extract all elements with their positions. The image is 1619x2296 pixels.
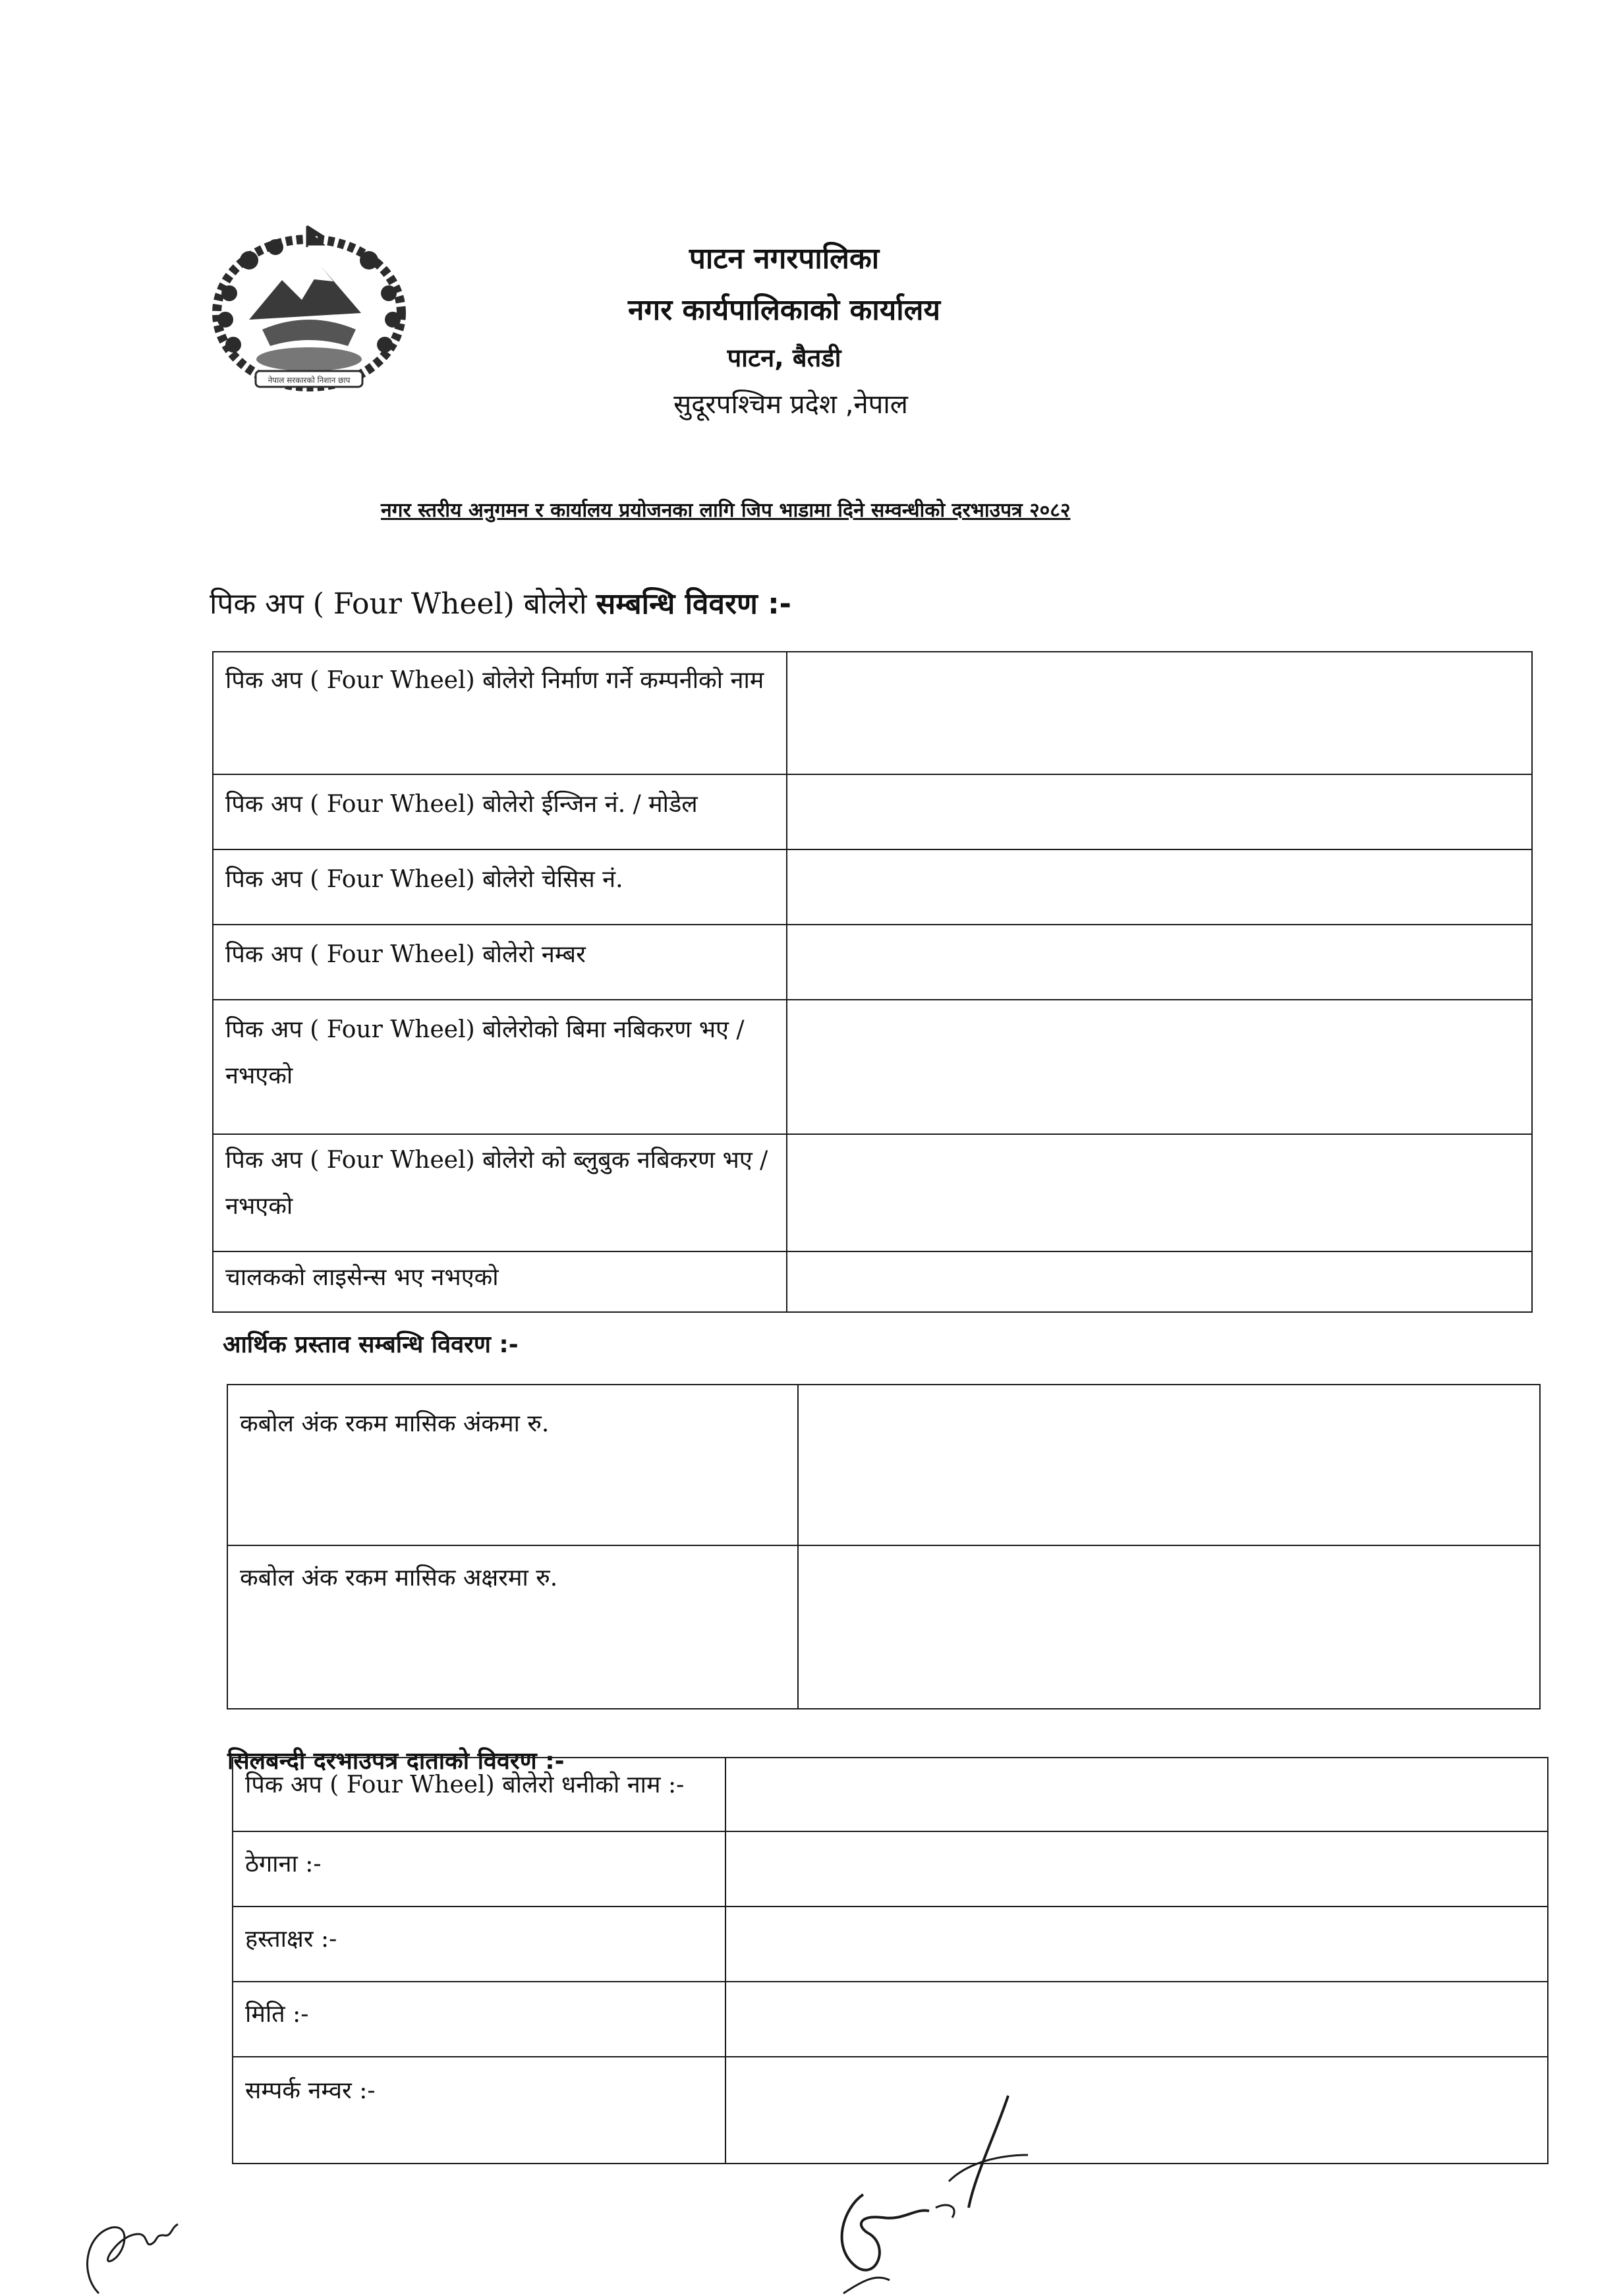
vehicle-section-title	[210, 583, 791, 622]
value-field[interactable]	[787, 999, 1533, 1134]
value-field[interactable]	[787, 1134, 1533, 1251]
value-field[interactable]	[799, 1384, 1541, 1545]
table-row	[212, 924, 1533, 999]
province-country: सुदूरपश्चिम प्रदेश ,नेपाल	[673, 389, 908, 420]
table-row	[232, 1831, 1548, 1906]
row-label: पिक अप ( Four Wheel) बोलेरो चेसिस नं.	[225, 866, 623, 893]
table-row	[227, 1384, 1541, 1545]
office-name: नगर कार्यपालिकाको कार्यालय	[628, 293, 940, 327]
svg-text:नेपाल सरकारको निशान छाप: नेपाल सरकारको निशान छाप	[268, 376, 351, 385]
value-field[interactable]	[725, 1831, 1548, 1906]
table-row	[212, 774, 1533, 849]
value-field[interactable]	[787, 1251, 1533, 1313]
table-row	[232, 1757, 1548, 1831]
row-label: कबोल अंक रकम मासिक अक्षरमा रु.	[240, 1564, 558, 1592]
table-row	[212, 999, 1533, 1134]
value-field[interactable]	[787, 774, 1533, 849]
value-field[interactable]	[787, 849, 1533, 924]
value-field[interactable]	[799, 1545, 1541, 1709]
value-field[interactable]	[787, 924, 1533, 999]
table-row	[212, 1134, 1533, 1251]
table-row	[232, 1906, 1548, 1981]
municipality-name: पाटन नगरपालिका	[689, 242, 880, 275]
handwritten-signature-left	[72, 2195, 191, 2296]
notice-title: नगर स्तरीय अनुगमन र कार्यालय प्रयोजनका लागि जिप भाडामा दिने सम्वन्धीको दरभाउपत्र २०८२	[381, 499, 1071, 522]
handwritten-signature-center	[817, 2082, 1041, 2296]
table-row	[227, 1545, 1541, 1709]
financial-section-title: आर्थिक प्रस्ताव सम्बन्धि विवरण :-	[223, 1331, 519, 1358]
row-label: पिक अप ( Four Wheel) बोलेरोको बिमा नबिकरण भए / नभएको	[225, 1016, 745, 1089]
row-label: चालकको लाइसेन्स भए नभएको	[225, 1264, 499, 1291]
table-row	[212, 1251, 1533, 1313]
row-label: कबोल अंक रकम मासिक अंकमा रु.	[240, 1410, 550, 1437]
value-field[interactable]	[725, 1906, 1548, 1981]
vehicle-section-title-bold: सम्बन्धि विवरण :-	[596, 587, 791, 621]
row-label: सम्पर्क नम्वर :-	[245, 2077, 376, 2104]
row-label: ठेगाना :-	[245, 1851, 322, 1878]
row-label: मिति :-	[245, 2001, 309, 2028]
row-label: पिक अप ( Four Wheel) बोलेरो को ब्लुबुक नबिकरण भए / नभएको	[225, 1147, 768, 1220]
row-label: हस्ताक्षर :-	[245, 1926, 337, 1953]
vehicle-section-title-prefix: पिक अप ( Four Wheel) बोलेरो	[210, 587, 587, 621]
value-field[interactable]	[725, 1981, 1548, 2056]
row-label: पिक अप ( Four Wheel) बोलेरो नम्बर	[225, 941, 586, 968]
value-field[interactable]	[787, 651, 1533, 774]
table-row	[232, 1981, 1548, 2056]
table-row	[212, 849, 1533, 924]
row-label: पिक अप ( Four Wheel) बोलेरो धनीको नाम :-	[245, 1771, 685, 1798]
row-label: पिक अप ( Four Wheel) बोलेरो ईन्जिन नं. / मोडेल	[225, 791, 698, 818]
office-location: पाटन, बैतडी	[727, 343, 841, 372]
nepal-emblem-icon	[210, 221, 409, 393]
value-field[interactable]	[725, 1757, 1548, 1831]
row-label: पिक अप ( Four Wheel) बोलेरो निर्माण गर्ने कम्पनीको नाम	[225, 667, 764, 694]
table-row	[212, 651, 1533, 774]
bidder-section-title: सिलबन्दी दरभाउपत्र दाताको विवरण :-	[227, 1748, 565, 1775]
